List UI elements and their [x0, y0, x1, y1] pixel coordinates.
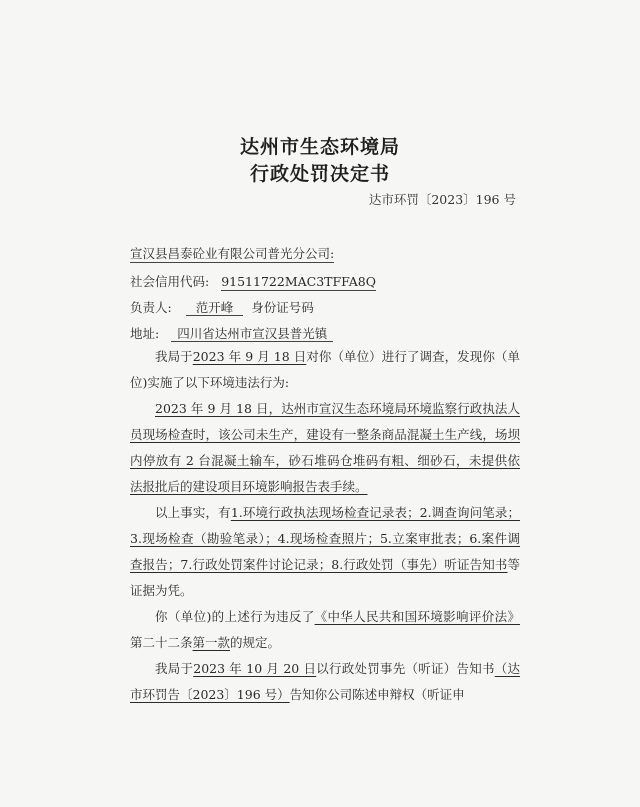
- document-subtitle: 行政处罚决定书: [249, 163, 390, 185]
- p1-prefix: 我局于: [155, 349, 193, 364]
- notice-date: 2023 年 10 月 20 日: [193, 661, 317, 676]
- company-name-line: [130, 244, 520, 263]
- p5-mid: 以行政处罚事先（听证）告知书: [316, 661, 495, 676]
- document-number: 达市环罚〔2023〕196 号: [368, 192, 516, 207]
- paragraph-evidence: [130, 500, 520, 604]
- address-line: [130, 324, 520, 343]
- violation-facts: 2023 年 9 月 18 日，达州市宣汉生态环境局环境监察行政执法人员现场检查时，该公司未生产，建设有一整条商品混凝土生产线，场坝内停放有 2 台混凝土输车，砂石堆码仓堆码有粗、细砂石，未提供依法报批后的建设项目环境影响报告表手续。: [130, 401, 520, 494]
- paragraph-notice: [130, 656, 520, 708]
- p1-suffix: 对你（单位）进行了调查，发现你（单位)实施了以下环境违法行为:: [130, 349, 520, 390]
- leader-line: [130, 298, 520, 317]
- p3-prefix: 以上事实，有: [155, 505, 231, 520]
- paragraph-violation-facts: [130, 396, 520, 500]
- p4-suffix: 的规定。: [230, 635, 281, 650]
- law-name: 《中华人民共和国环境影响评价法》: [314, 609, 520, 624]
- address-value: 四川省达州市宣汉县普光镇: [171, 326, 333, 342]
- paragraph-law-violated: [130, 604, 520, 656]
- leader-label: 负责人:: [130, 300, 172, 315]
- p3-suffix: 等证据为凭。: [130, 557, 520, 598]
- paragraph-investigation: [130, 344, 520, 396]
- notice-number: （达市环罚告〔2023〕196 号）: [130, 661, 520, 702]
- p5-suffix: 告知你公司陈述申辩权（听证申: [289, 687, 465, 702]
- id-number-label: 身份证号码: [251, 300, 314, 315]
- credit-code-label: 社会信用代码:: [130, 274, 210, 289]
- p1-date: 2023 年 9 月 18 日: [192, 349, 307, 364]
- leader-name: 范开峰: [186, 300, 244, 316]
- credit-code-line: [130, 272, 520, 291]
- credit-code-value: 91511722MAC3TFFA8Q: [221, 274, 376, 289]
- law-clause: 第一款: [192, 635, 231, 650]
- address-label: 地址:: [130, 326, 160, 341]
- law-article: 第二十二条: [130, 635, 193, 650]
- evidence-list: 1.环境行政执法现场检查记录表；2.调查询问笔录；3.现场检查（勘验笔录）；4.现场检查照片；5.立案审批表；6.案件调查报告；7.行政处罚案件讨论记录；8.行政处罚（事先）听证告知书: [130, 505, 520, 572]
- document-title: 达州市生态环境局: [239, 136, 400, 158]
- p5-prefix: 我局于: [155, 661, 194, 676]
- company-name: 宣汉县昌泰砼业有限公司普光分公司:: [130, 246, 335, 261]
- p4-prefix: 你（单位)的上述行为违反了: [155, 609, 315, 624]
